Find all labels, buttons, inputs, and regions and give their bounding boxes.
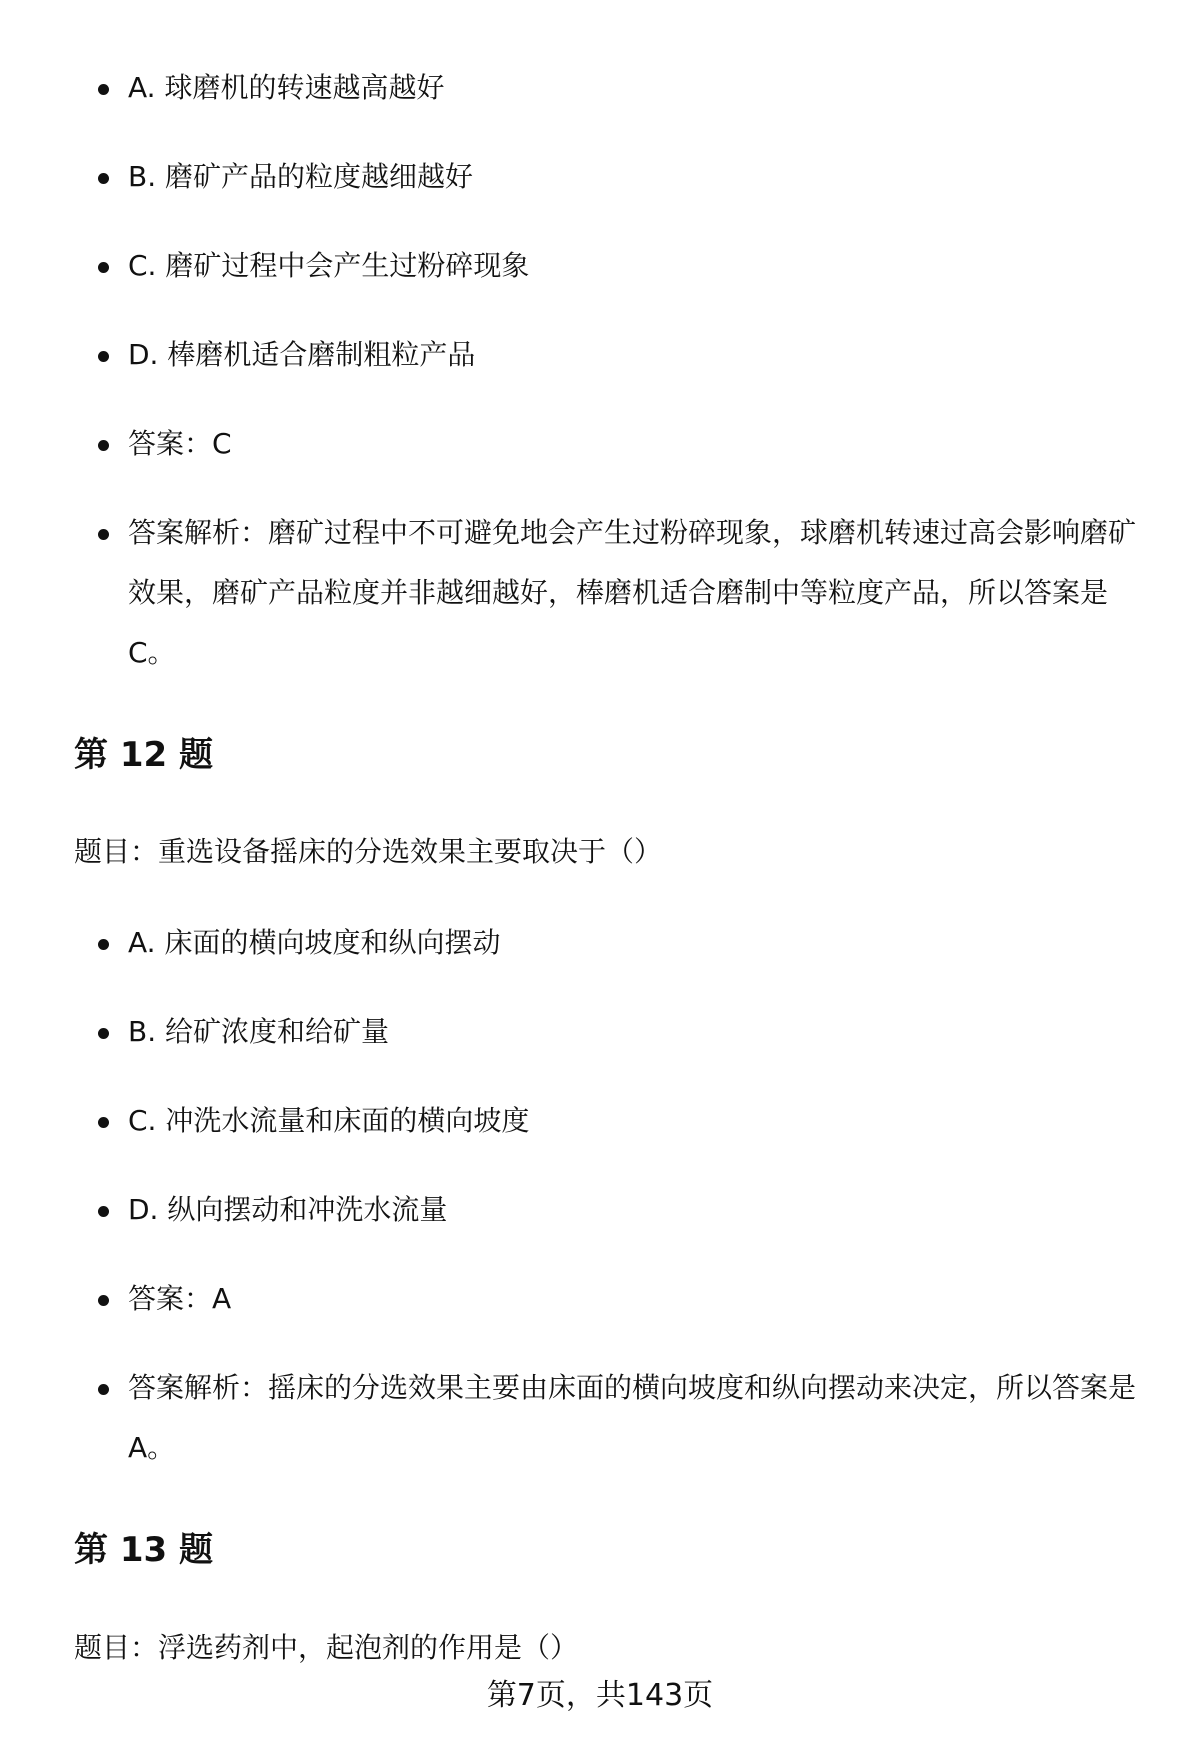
list-item	[0, 1180, 1200, 1240]
list-item	[0, 58, 1200, 118]
bullet-icon	[98, 529, 109, 540]
list-item	[0, 913, 1200, 973]
q12-heading: 第 12 题	[74, 735, 213, 775]
bullet-icon	[98, 262, 109, 273]
bullet-icon	[98, 939, 109, 950]
list-item	[0, 236, 1200, 296]
q13-heading: 第 13 题	[74, 1530, 213, 1570]
q11-answer: 答案：C	[128, 427, 232, 460]
list-item	[0, 1091, 1200, 1151]
list-item	[0, 325, 1200, 385]
q12-option-d: D. 纵向摆动和冲洗水流量	[128, 1193, 448, 1226]
q11-option-c: C. 磨矿过程中会产生过粉碎现象	[128, 249, 530, 282]
list-item	[0, 1269, 1200, 1329]
q12-option-c: C. 冲洗水流量和床面的横向坡度	[128, 1104, 530, 1137]
list-item	[0, 1002, 1200, 1062]
list-item	[0, 147, 1200, 207]
q11-option-a: A. 球磨机的转速越高越好	[128, 71, 445, 104]
q13-question: 题目：浮选药剂中，起泡剂的作用是（）	[74, 1631, 579, 1664]
q12-option-a: A. 床面的横向坡度和纵向摆动	[128, 926, 501, 959]
bullet-icon	[98, 84, 109, 95]
q12-answer: 答案：A	[128, 1282, 232, 1315]
bullet-icon	[98, 1206, 109, 1217]
q12-option-list	[0, 913, 1200, 1507]
bullet-icon	[98, 1117, 109, 1128]
list-item	[0, 1358, 1200, 1478]
list-item	[0, 414, 1200, 474]
q12-question: 题目：重选设备摇床的分选效果主要取决于（）	[74, 835, 663, 868]
page-number: 第7页，共143页	[486, 1678, 714, 1713]
bullet-icon	[98, 440, 109, 451]
list-item	[0, 503, 1200, 683]
bullet-icon	[98, 1384, 109, 1395]
q11-option-b: B. 磨矿产品的粒度越细越好	[128, 160, 474, 193]
bullet-icon	[98, 351, 109, 362]
bullet-icon	[98, 1295, 109, 1306]
bullet-icon	[98, 173, 109, 184]
q11-option-d: D. 棒磨机适合磨制粗粒产品	[128, 338, 476, 371]
q11-option-list	[0, 58, 1200, 712]
q12-explanation: 答案解析：摇床的分选效果主要由床面的横向坡度和纵向摆动来决定，所以答案是A。	[128, 1371, 1137, 1464]
q11-explanation: 答案解析：磨矿过程中不可避免地会产生过粉碎现象，球磨机转速过高会影响磨矿效果，磨矿产品粒度并非越细越好，棒磨机适合磨制中等粒度产品，所以答案是C。	[128, 516, 1137, 669]
bullet-icon	[98, 1028, 109, 1039]
q12-option-b: B. 给矿浓度和给矿量	[128, 1015, 390, 1048]
